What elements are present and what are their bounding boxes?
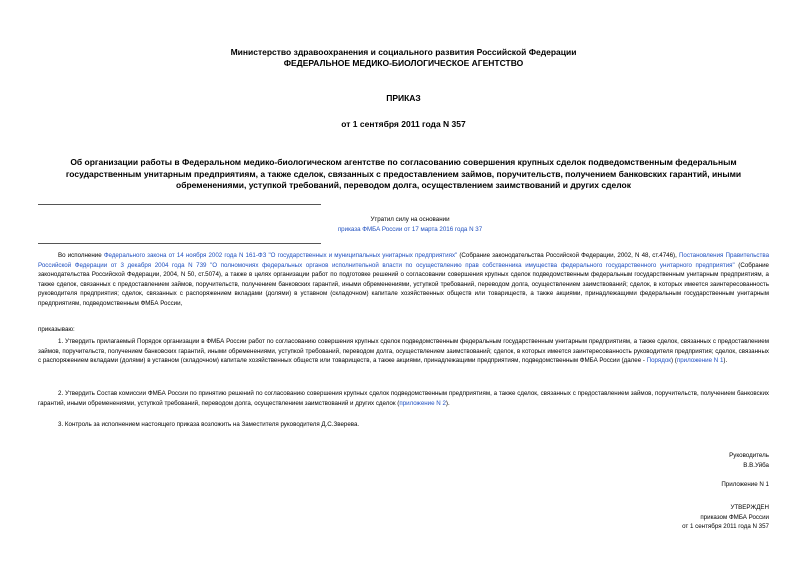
procedure-link[interactable]: Порядок (646, 357, 672, 365)
preamble-text-1: Во исполнение (58, 252, 104, 259)
approval-date: от 1 сентября 2011 года N 357 (682, 523, 769, 531)
item-2-text-2: ). (445, 399, 450, 407)
item-1-text-3: ). (723, 357, 728, 365)
agency-name: ФЕДЕРАЛЬНОЕ МЕДИКО-БИОЛОГИЧЕСКОЕ АГЕНТСТВО (283, 58, 524, 68)
government-decree-link[interactable]: Постановления Правительства Российской Федерации от 3 декабря 2004 года N 739 "О полномочиях федеральных органов исполнительной власти по осуществлению прав собственника имущества федерального государственного унитарного предприятия" (38, 252, 770, 269)
appendix-1-link[interactable]: приложение N 1 (676, 357, 724, 365)
signature-block (729, 451, 769, 470)
divider-top (38, 204, 321, 205)
signature-name: В.В.Уйба (743, 461, 769, 469)
item-3-paragraph: 3. Контроль за исполнением настоящего приказа возложить на Заместителя руководителя Д.С.Зверева. (58, 421, 360, 428)
ministry-name: Министерство здравоохранения и социального развития Российской Федерации (230, 47, 577, 57)
page-title: Об организации работы в Федеральном медико-биологическом агентстве по согласованию совершения крупных сделок подведомственным федеральным государственным унитарным предприятиям, а также сделок, связанных с предоставлением займов, поручительств, получением банковских гарантий, иными обременениями, уступкой требований, переводом долга, осуществлением заимствований и других сделок (65, 157, 742, 190)
appendix-2-link[interactable]: приложение N 2 (399, 399, 446, 407)
doc-date: от 1 сентября 2011 года N 357 (341, 119, 466, 129)
item-1-text-1: 1. Утвердить прилагаемый Порядок организации в ФМБА России работ по согласованию совершения крупных сделок подведомственным федеральным государственным унитарным предприятиям, а также сделок, связанных с предоставлением займов, поручительств, получением банковских гарантий, иными обременениями, уступкой требований, переводом долга, осуществлением заимствований; сделок, в которых имеется заинтересованность руководителя предприятия; сделок, связанных с распоряжением вкладами (долями) в уставном (складочном) капитале хозяйственных обществ или товариществ, а также акциями, принадлежащими предприятиям, подведомственным ФМБА России (далее - (38, 338, 769, 365)
doc-type: ПРИКАЗ (386, 93, 421, 103)
item-2-text-1: 2. Утвердить Состав комиссии ФМБА России по принятию решений по согласованию совершения крупных сделок подведомственным предприятиям, а также сделок, связанных с предоставлением займов, поручительств, получением банковских гарантий, иными обременениями, уступкой требований, переводом долга, осуществлением заимствований и других сделок ( (38, 390, 769, 407)
item-2-paragraph (38, 389, 769, 408)
approval-block (682, 503, 769, 532)
item-1-text-2: ) ( (671, 357, 677, 365)
federal-law-link[interactable]: Федерального закона от 14 ноября 2002 года N 161-ФЗ "О государственных и муниципальных унитарных предприятиях" (103, 252, 458, 259)
preamble-text-2: (Собрание законодательства Российской Федерации, 2002, N 48, ст.4746), (457, 252, 679, 259)
item-1-paragraph (38, 337, 769, 366)
repeal-order-link[interactable]: приказа ФМБА России от 17 марта 2016 года N 37 (337, 225, 483, 233)
appendix-label: Приложение N 1 (721, 481, 769, 488)
preamble-text-3: (Собрание законодательства Российской Федерации, 2004, N 50, ст.5074), а также в целях организации работ по подготовке решений о согласовании совершения крупных сделок подведомственным федеральным государственным унитарным предприятиям, а также сделок, связанных с предоставлением займов, поручительств, получением банковских гарантий, иными обременениями, уступкой требований, переводом долга, осуществлением заимствований; сделок, в которых имеется заинтересованность руководителя предприятия; сделок, связанных с распоряжением вкладами (долями) в уставном (складочном) капитале хозяйственных обществ или товариществ, а также акциями, принадлежащими федеральным государственным унитарным предприятиям, подведомственным ФМБА России, (38, 261, 770, 307)
approval-stamp: УТВЕРЖДЕН (730, 504, 769, 511)
approval-by-order: приказом ФМБА России (700, 513, 769, 521)
divider-bottom (38, 243, 321, 244)
status-note (280, 215, 540, 234)
preamble-paragraph (38, 251, 769, 309)
status-note-text: Утратил силу на основании (370, 216, 450, 223)
signature-role: Руководитель (729, 452, 769, 459)
order-word: приказываю: (38, 326, 75, 333)
